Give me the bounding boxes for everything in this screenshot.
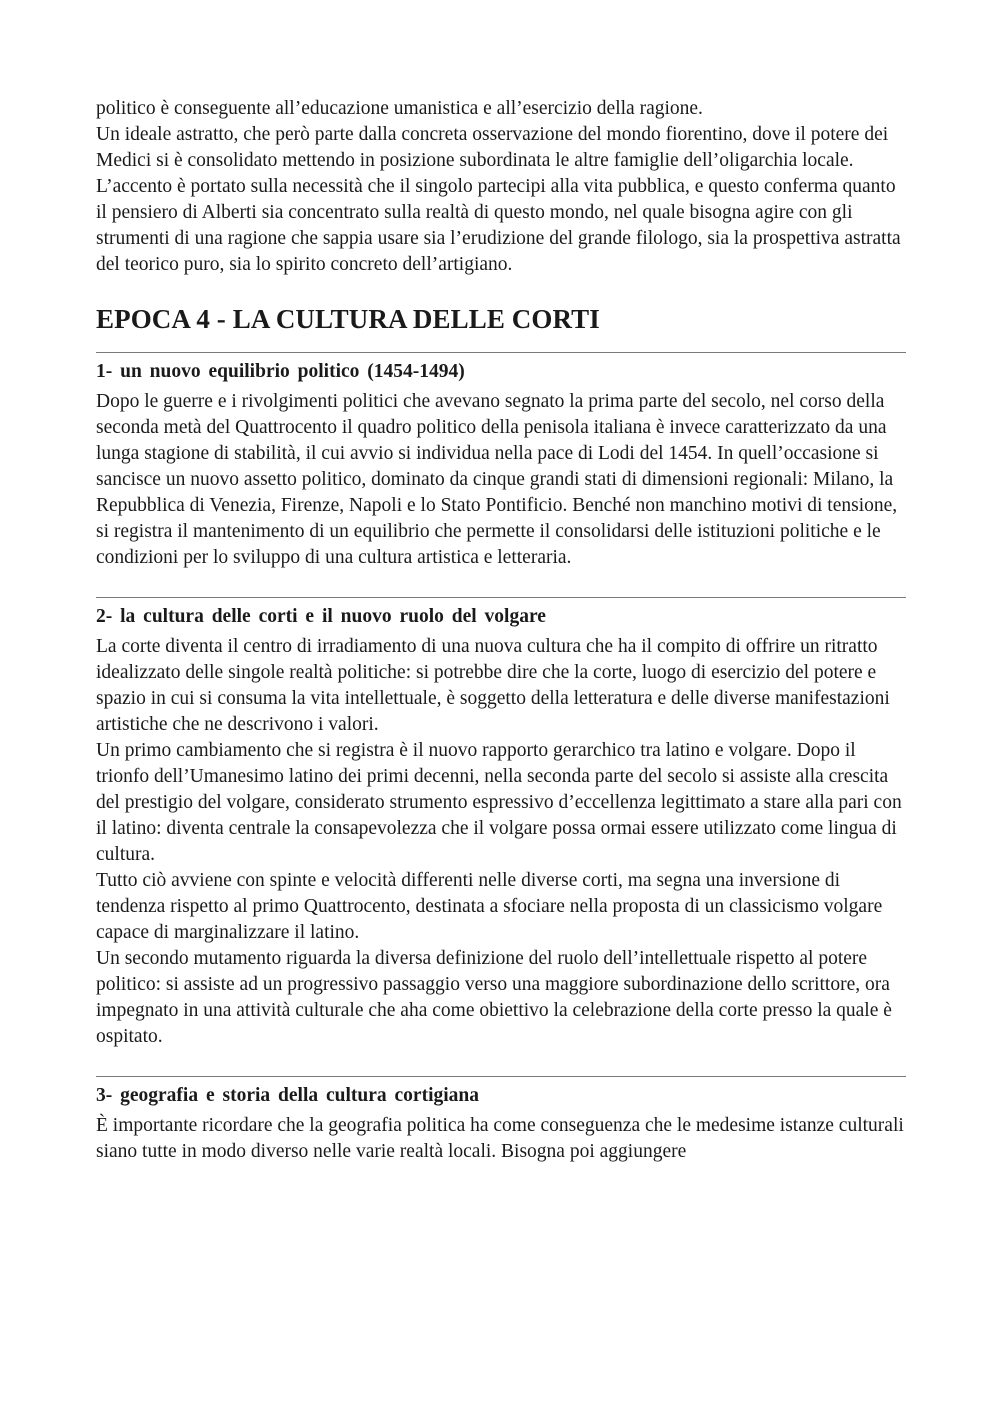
section-paragraph: È importante ricordare che la geografia politica ha come conseguenza che le medesime istanze culturali siano tutte in modo diverso nelle varie realtà locali. Bisogna poi aggiungere bbox=[96, 1115, 904, 1162]
section-1 bbox=[96, 352, 906, 571]
intro-paragraph: politico è conseguente all’educazione umanistica e all’esercizio della ragione. bbox=[96, 98, 703, 119]
intro-paragraph: Un ideale astratto, che però parte dalla concreta osservazione del mondo fiorentino, dove il potere dei Medici si è consolidato mettendo in posizione subordinata le altre famiglie dell’oligarchia locale. L’accento è portato sulla necessità che il singolo partecipi alla vita pubblica, e questo conferma quanto il pensiero di Alberti sia concentrato sulla realtà di questo mondo, nel quale bisogna agire con gli strumenti di una ragione che sappia usare sia l’erudizione del grande filologo, sia la prospettiva astratta del teorico puro, sia lo spirito concreto dell’artigiano. bbox=[96, 124, 901, 275]
section-paragraph: La corte diventa il centro di irradiamento di una nuova cultura che ha il compito di offrire un ritratto idealizzato delle singole realtà politiche: si potrebbe dire che la corte, luogo di esercizio del potere e spazio in cui si consuma la vita intellettuale, è soggetto della letteratura e delle diverse manifestazioni artistiche che ne descrivono i valori. bbox=[96, 636, 890, 735]
section-paragraph: Un primo cambiamento che si registra è il nuovo rapporto gerarchico tra latino e volgare. Dopo il trionfo dell’Umanesimo latino dei primi decenni, nella seconda parte del secolo si assiste alla crescita del prestigio del volgare, considerato strumento espressivo d’eccellenza legittimato a stare alla pari con il latino: diventa centrale la consapevolezza che il volgare possa ormai essere utilizzato come lingua di cultura. bbox=[96, 740, 902, 865]
section-paragraph: Tutto ciò avviene con spinte e velocità differenti nelle diverse corti, ma segna una inversione di tendenza rispetto al primo Quattrocento, destinata a sfociare nella proposta di un classicismo volgare capace di marginalizzare il latino. bbox=[96, 870, 883, 943]
section-3 bbox=[96, 1076, 906, 1165]
document-page bbox=[96, 96, 906, 1165]
section-divider bbox=[96, 597, 906, 598]
section-title: 1- un nuovo equilibrio politico (1454-1494) bbox=[96, 361, 465, 382]
section-paragraph: Dopo le guerre e i rivolgimenti politici che avevano segnato la prima parte del secolo, nel corso della seconda metà del Quattrocento il quadro politico della penisola italiana è invece caratterizzato da una lunga stagione di stabilità, il cui avvio si individua nella pace di Lodi del 1454. In quell’occasione si sancisce un nuovo assetto politico, dominato da cinque grandi stati di dimensioni regionali: Milano, la Repubblica di Venezia, Firenze, Napoli e lo Stato Pontificio. Benché non manchino motivi di tensione, si registra il mantenimento di un equilibrio che permette il consolidarsi delle istituzioni politiche e le condizioni per lo sviluppo di una cultura artistica e letteraria. bbox=[96, 391, 898, 568]
section-paragraph: Un secondo mutamento riguarda la diversa definizione del ruolo dell’intellettuale rispetto al potere politico: si assiste ad un progressivo passaggio verso una maggiore subordinazione dello scrittore, ora impegnato in una attività culturale che aha come obiettivo la celebrazione della corte presso la quale è ospitato. bbox=[96, 948, 892, 1047]
section-divider bbox=[96, 1076, 906, 1077]
section-title: 2- la cultura delle corti e il nuovo ruolo del volgare bbox=[96, 606, 546, 627]
section-title: 3- geografia e storia della cultura cortigiana bbox=[96, 1085, 480, 1106]
epoch-title: EPOCA 4 - LA CULTURA DELLE CORTI bbox=[96, 304, 600, 334]
section-divider bbox=[96, 352, 906, 353]
section-2 bbox=[96, 597, 906, 1050]
